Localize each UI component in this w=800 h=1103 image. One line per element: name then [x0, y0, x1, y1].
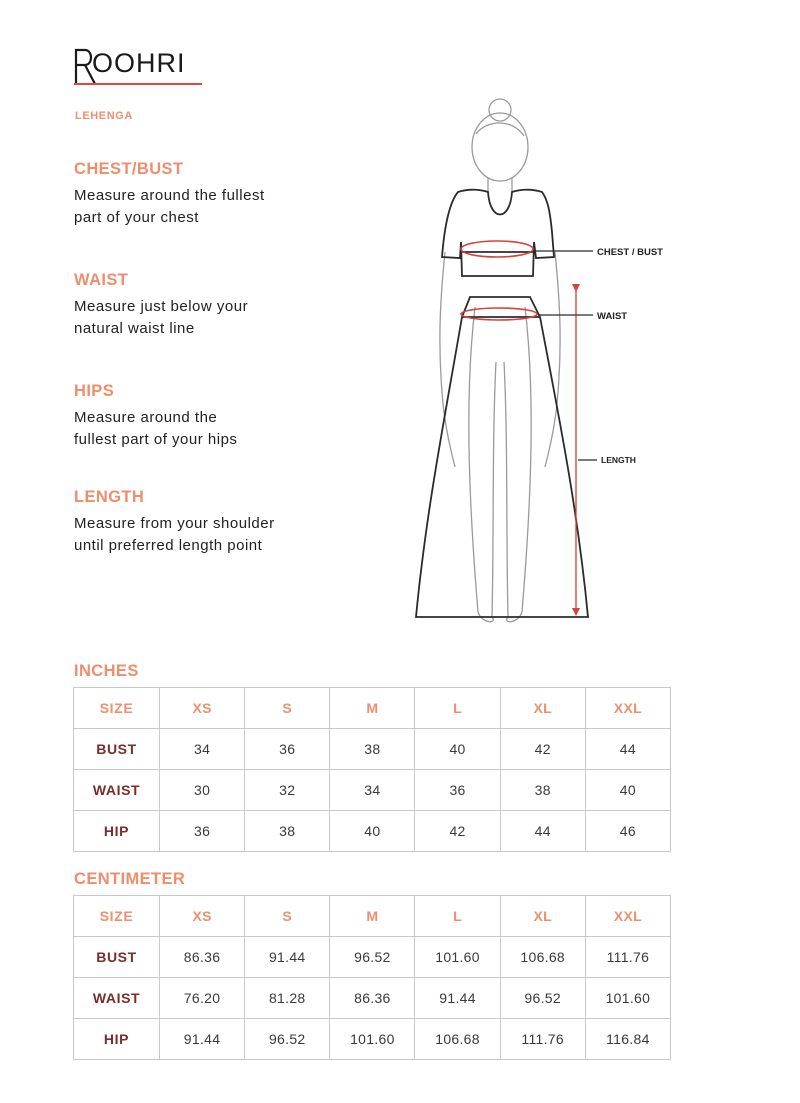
header-cell: SIZE [74, 896, 160, 937]
header-cell: M [330, 896, 415, 937]
row-label: BUST [74, 729, 160, 770]
header-cell: XS [160, 896, 245, 937]
measure-title: WAIST [74, 271, 129, 289]
table-cell: 86.36 [330, 978, 415, 1019]
table-cell: 30 [160, 770, 245, 811]
logo-underline [74, 83, 202, 85]
inches-title: INCHES [74, 662, 139, 680]
table-cell: 86.36 [160, 937, 245, 978]
brand-name: OOHRI [92, 48, 186, 78]
measure-desc: Measure just below your natural waist line [74, 298, 249, 337]
header-cell: S [245, 688, 330, 729]
table-cell: 38 [245, 811, 330, 852]
header-cell: S [245, 896, 330, 937]
table-header-row [74, 688, 671, 729]
table-cell: 96.52 [500, 978, 585, 1019]
table-row [74, 1019, 671, 1060]
row-label: WAIST [74, 770, 160, 811]
table-cell: 106.68 [415, 1019, 500, 1060]
table-cell: 40 [415, 729, 500, 770]
table-cell: 101.60 [585, 978, 670, 1019]
measure-title: LENGTH [74, 488, 145, 506]
table-cell: 36 [415, 770, 500, 811]
table-cell: 44 [500, 811, 585, 852]
measure-desc: Measure from your shoulder until preferred length point [74, 515, 275, 554]
measure-desc: Measure around the fullest part of your hips [74, 409, 238, 448]
brand-logo [74, 46, 204, 88]
table-cell: 40 [330, 811, 415, 852]
measure-waist [74, 271, 374, 340]
table-header-row [74, 896, 671, 937]
measure-chest-bust [74, 160, 374, 229]
table-cell: 106.68 [500, 937, 585, 978]
measure-title: CHEST/BUST [74, 160, 184, 178]
row-label: BUST [74, 937, 160, 978]
measure-length [74, 488, 374, 557]
table-cell: 42 [500, 729, 585, 770]
table-cell: 38 [500, 770, 585, 811]
header-cell: L [415, 688, 500, 729]
table-cell: 111.76 [585, 937, 670, 978]
header-cell: XXL [585, 896, 670, 937]
table-row [74, 729, 671, 770]
label-waist: WAIST [597, 311, 628, 322]
table-cell: 76.20 [160, 978, 245, 1019]
table-row [74, 937, 671, 978]
table-cell: 32 [245, 770, 330, 811]
label-chest-bust: CHEST / BUST [597, 247, 663, 258]
header-cell: XL [500, 896, 585, 937]
table-cell: 91.44 [160, 1019, 245, 1060]
centimeter-size-table [73, 895, 671, 1060]
table-cell: 81.28 [245, 978, 330, 1019]
table-cell: 46 [585, 811, 670, 852]
row-label: HIP [74, 1019, 160, 1060]
measure-hips [74, 382, 374, 451]
table-cell: 36 [160, 811, 245, 852]
table-cell: 34 [160, 729, 245, 770]
row-label: HIP [74, 811, 160, 852]
inches-size-table [73, 687, 671, 852]
measure-title: HIPS [74, 382, 115, 400]
header-cell: SIZE [74, 688, 160, 729]
table-cell: 40 [585, 770, 670, 811]
table-cell: 96.52 [245, 1019, 330, 1060]
header-cell: L [415, 896, 500, 937]
table-cell: 101.60 [330, 1019, 415, 1060]
table-row [74, 770, 671, 811]
category-label: LEHENGA [75, 110, 133, 122]
table-cell: 34 [330, 770, 415, 811]
header-cell: XXL [585, 688, 670, 729]
header-cell: M [330, 688, 415, 729]
row-label: WAIST [74, 978, 160, 1019]
table-row [74, 811, 671, 852]
table-cell: 91.44 [245, 937, 330, 978]
header-cell: XS [160, 688, 245, 729]
measure-desc: Measure around the fullest part of your chest [74, 187, 265, 226]
table-cell: 111.76 [500, 1019, 585, 1060]
header-cell: XL [500, 688, 585, 729]
table-cell: 36 [245, 729, 330, 770]
table-cell: 116.84 [585, 1019, 670, 1060]
table-cell: 38 [330, 729, 415, 770]
table-cell: 101.60 [415, 937, 500, 978]
lehenga-figure-illustration [400, 92, 700, 632]
table-cell: 44 [585, 729, 670, 770]
centimeter-title: CENTIMETER [74, 870, 186, 888]
table-cell: 42 [415, 811, 500, 852]
table-cell: 91.44 [415, 978, 500, 1019]
table-row [74, 978, 671, 1019]
table-cell: 96.52 [330, 937, 415, 978]
label-length: LENGTH [601, 455, 636, 465]
